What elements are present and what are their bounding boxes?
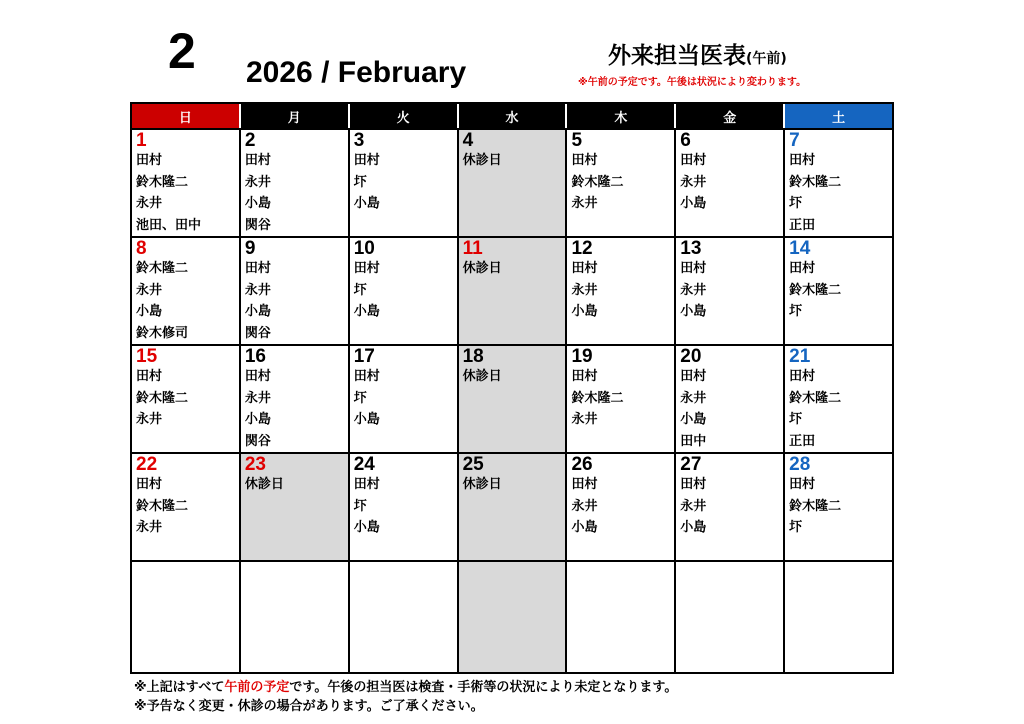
doctor-name: 小島	[680, 304, 707, 319]
weekday-header: 日	[132, 104, 239, 128]
doctor-name: 永井	[244, 390, 271, 406]
doctor-name: 永井	[136, 196, 163, 211]
doctor-name: 圷	[789, 412, 803, 427]
calendar-grid	[130, 102, 894, 674]
doctor-name: 小島	[244, 304, 271, 319]
doctor-name: 永井	[680, 390, 707, 406]
calendar-week-row	[132, 238, 892, 346]
month-number: 2	[168, 23, 196, 79]
doctor-name: 田村	[571, 153, 598, 168]
day-number: 11	[462, 238, 483, 259]
day-cell	[783, 238, 892, 344]
day-cell	[565, 454, 674, 560]
doctor-name: 田村	[244, 369, 271, 384]
doctor-name: 休診日	[462, 153, 502, 168]
day-number: 14	[789, 238, 811, 259]
day-cell	[674, 238, 783, 344]
doctor-name: 圷	[789, 196, 803, 211]
doctor-name: 関谷	[244, 433, 271, 449]
doctor-name: 圷	[353, 174, 367, 190]
doctor-name: 田村	[789, 261, 816, 276]
day-number: 19	[571, 346, 593, 367]
title-sub: (午前)	[746, 51, 787, 67]
day-cell	[132, 346, 239, 452]
weekday-header: 木	[565, 104, 674, 128]
weekday-header: 土	[783, 104, 892, 128]
day-cell	[239, 454, 348, 560]
day-number: 18	[462, 346, 484, 367]
day-number: 5	[571, 130, 583, 151]
doctor-name: 小島	[353, 412, 380, 427]
day-cell	[783, 130, 892, 236]
doctor-name: 休診日	[244, 477, 284, 492]
doctor-name: 永井	[136, 412, 163, 427]
doctor-name: 永井	[136, 520, 163, 535]
day-cell	[783, 454, 892, 560]
day-cell	[239, 130, 348, 236]
doctor-name: 田村	[571, 477, 598, 492]
day-cell	[565, 238, 674, 344]
doctor-name: 田村	[680, 153, 707, 168]
doctor-name: 田村	[789, 477, 816, 492]
footer-line-1-post: です。午後の担当医は検査・手術等の状況により未定となります。	[289, 680, 678, 695]
day-cell	[674, 346, 783, 452]
day-number: 3	[353, 130, 365, 151]
day-number: 21	[789, 346, 811, 367]
doctor-name: 田村	[680, 369, 707, 384]
day-number: 23	[244, 454, 266, 475]
day-number: 2	[244, 130, 256, 151]
doctor-name: 永井	[136, 282, 163, 298]
doctor-name: 永井	[571, 196, 598, 211]
doctor-name: 休診日	[462, 261, 502, 276]
doctor-name: 小島	[353, 196, 380, 211]
day-cell	[674, 562, 783, 672]
day-number: 26	[571, 454, 593, 475]
doctor-name: 休診日	[462, 369, 502, 384]
day-number: 20	[680, 346, 702, 367]
doctor-name: 小島	[680, 412, 707, 427]
day-cell	[783, 562, 892, 672]
day-number: 7	[789, 130, 800, 151]
day-number: 27	[680, 454, 702, 475]
doctor-name: 田村	[136, 477, 163, 492]
day-number: 1	[136, 130, 147, 151]
day-number: 25	[462, 454, 484, 475]
doctor-name: 圷	[789, 304, 803, 319]
calendar-week-row	[132, 130, 892, 238]
day-cell	[348, 130, 457, 236]
day-cell	[457, 238, 566, 344]
doctor-name: 鈴木隆二	[789, 498, 842, 514]
footer-highlight: 午前の予定	[224, 680, 290, 695]
day-number: 13	[680, 238, 702, 259]
doctor-name: 田村	[136, 153, 163, 168]
afternoon-notice: ※午前の予定です。午後は状況により変わります。	[578, 77, 807, 88]
footer-line-2: ※予告なく変更・休診の場合があります。ご了承ください。	[134, 699, 484, 714]
title-main: 外来担当医表	[608, 43, 746, 69]
day-number: 4	[462, 130, 474, 151]
doctor-name: 鈴木隆二	[571, 174, 624, 190]
doctor-name: 小島	[244, 196, 271, 211]
doctor-name: 正田	[789, 217, 816, 233]
day-cell	[457, 346, 566, 452]
day-cell	[239, 238, 348, 344]
doctor-name: 鈴木隆二	[136, 261, 189, 276]
doctor-name: 小島	[136, 304, 163, 319]
doctor-name: 鈴木修司	[136, 325, 189, 341]
doctor-name: 関谷	[244, 217, 271, 233]
footer-line-1	[134, 678, 677, 697]
day-cell	[457, 454, 566, 560]
footer-notes	[134, 678, 677, 716]
day-cell	[457, 562, 566, 672]
doctor-name: 永井	[680, 174, 707, 190]
day-number: 10	[353, 238, 375, 259]
doctor-name: 小島	[680, 520, 707, 535]
calendar-week-row	[132, 346, 892, 454]
doctor-name: 鈴木隆二	[571, 390, 624, 406]
day-number: 17	[353, 346, 375, 367]
doctor-name: 鈴木隆二	[789, 390, 842, 406]
calendar-weeks	[132, 130, 892, 672]
doctor-name: 正田	[789, 433, 816, 449]
day-number: 24	[353, 454, 375, 475]
weekday-header-row	[132, 104, 892, 130]
day-number: 8	[136, 238, 147, 259]
doctor-name: 小島	[680, 196, 707, 211]
day-cell	[132, 238, 239, 344]
doctor-name: 田村	[136, 369, 163, 384]
day-number: 22	[136, 454, 158, 475]
doctor-name: 圷	[789, 520, 803, 535]
doctor-name: 圷	[353, 390, 367, 406]
doctor-name: 田村	[353, 477, 380, 492]
day-cell	[239, 562, 348, 672]
doctor-name: 田村	[571, 369, 598, 384]
weekday-header: 火	[348, 104, 457, 128]
doctor-name: 鈴木隆二	[136, 174, 189, 190]
day-cell	[132, 130, 239, 236]
doctor-name: 池田、田中	[136, 217, 202, 233]
doctor-name: 関谷	[244, 325, 271, 341]
calendar-week-row	[132, 454, 892, 562]
day-cell	[565, 346, 674, 452]
doctor-name: 永井	[680, 498, 707, 514]
day-cell	[132, 454, 239, 560]
doctor-name: 小島	[353, 304, 380, 319]
doctor-name: 永井	[244, 174, 271, 190]
doctor-name: 田村	[680, 261, 707, 276]
doctor-name: 田村	[353, 153, 380, 168]
doctor-name: 田村	[571, 261, 598, 276]
day-cell	[565, 562, 674, 672]
doctor-name: 鈴木隆二	[789, 282, 842, 298]
doctor-name: 小島	[353, 520, 380, 535]
day-number: 15	[136, 346, 158, 367]
schedule-title	[608, 45, 787, 68]
day-number: 12	[571, 238, 593, 259]
doctor-name: 圷	[353, 282, 367, 298]
doctor-name: 鈴木隆二	[136, 498, 189, 514]
doctor-name: 田村	[680, 477, 707, 492]
doctor-name: 田村	[789, 153, 816, 168]
doctor-name: 永井	[680, 282, 707, 298]
day-number: 16	[244, 346, 266, 367]
day-cell	[565, 130, 674, 236]
weekday-header: 水	[457, 104, 566, 128]
doctor-name: 圷	[353, 498, 367, 514]
day-cell	[674, 454, 783, 560]
doctor-name: 田村	[353, 369, 380, 384]
day-cell	[239, 346, 348, 452]
weekday-header: 金	[674, 104, 783, 128]
doctor-name: 田村	[353, 261, 380, 276]
day-number: 9	[244, 238, 256, 259]
calendar-week-row	[132, 562, 892, 672]
doctor-name: 田村	[244, 261, 271, 276]
doctor-name: 小島	[571, 304, 598, 319]
doctor-name: 休診日	[462, 477, 502, 492]
day-cell	[783, 346, 892, 452]
doctor-name: 永井	[571, 498, 598, 514]
year-month-heading: 2026 / February	[246, 56, 467, 89]
day-number: 6	[680, 130, 691, 151]
day-cell	[132, 562, 239, 672]
doctor-name: 小島	[244, 412, 271, 427]
day-cell	[348, 562, 457, 672]
day-cell	[457, 130, 566, 236]
doctor-name: 永井	[571, 412, 598, 427]
doctor-name: 鈴木隆二	[789, 174, 842, 190]
doctor-name: 小島	[571, 520, 598, 535]
doctor-name: 田村	[244, 153, 271, 168]
day-number: 28	[789, 454, 811, 475]
day-cell	[348, 346, 457, 452]
doctor-name: 永井	[571, 282, 598, 298]
day-cell	[348, 454, 457, 560]
footer-line-1-pre: ※上記はすべて	[134, 680, 225, 695]
doctor-name: 田村	[789, 369, 816, 384]
day-cell	[674, 130, 783, 236]
doctor-name: 永井	[244, 282, 271, 298]
day-cell	[348, 238, 457, 344]
doctor-name: 田中	[680, 433, 707, 449]
weekday-header: 月	[239, 104, 348, 128]
doctor-name: 鈴木隆二	[136, 390, 189, 406]
